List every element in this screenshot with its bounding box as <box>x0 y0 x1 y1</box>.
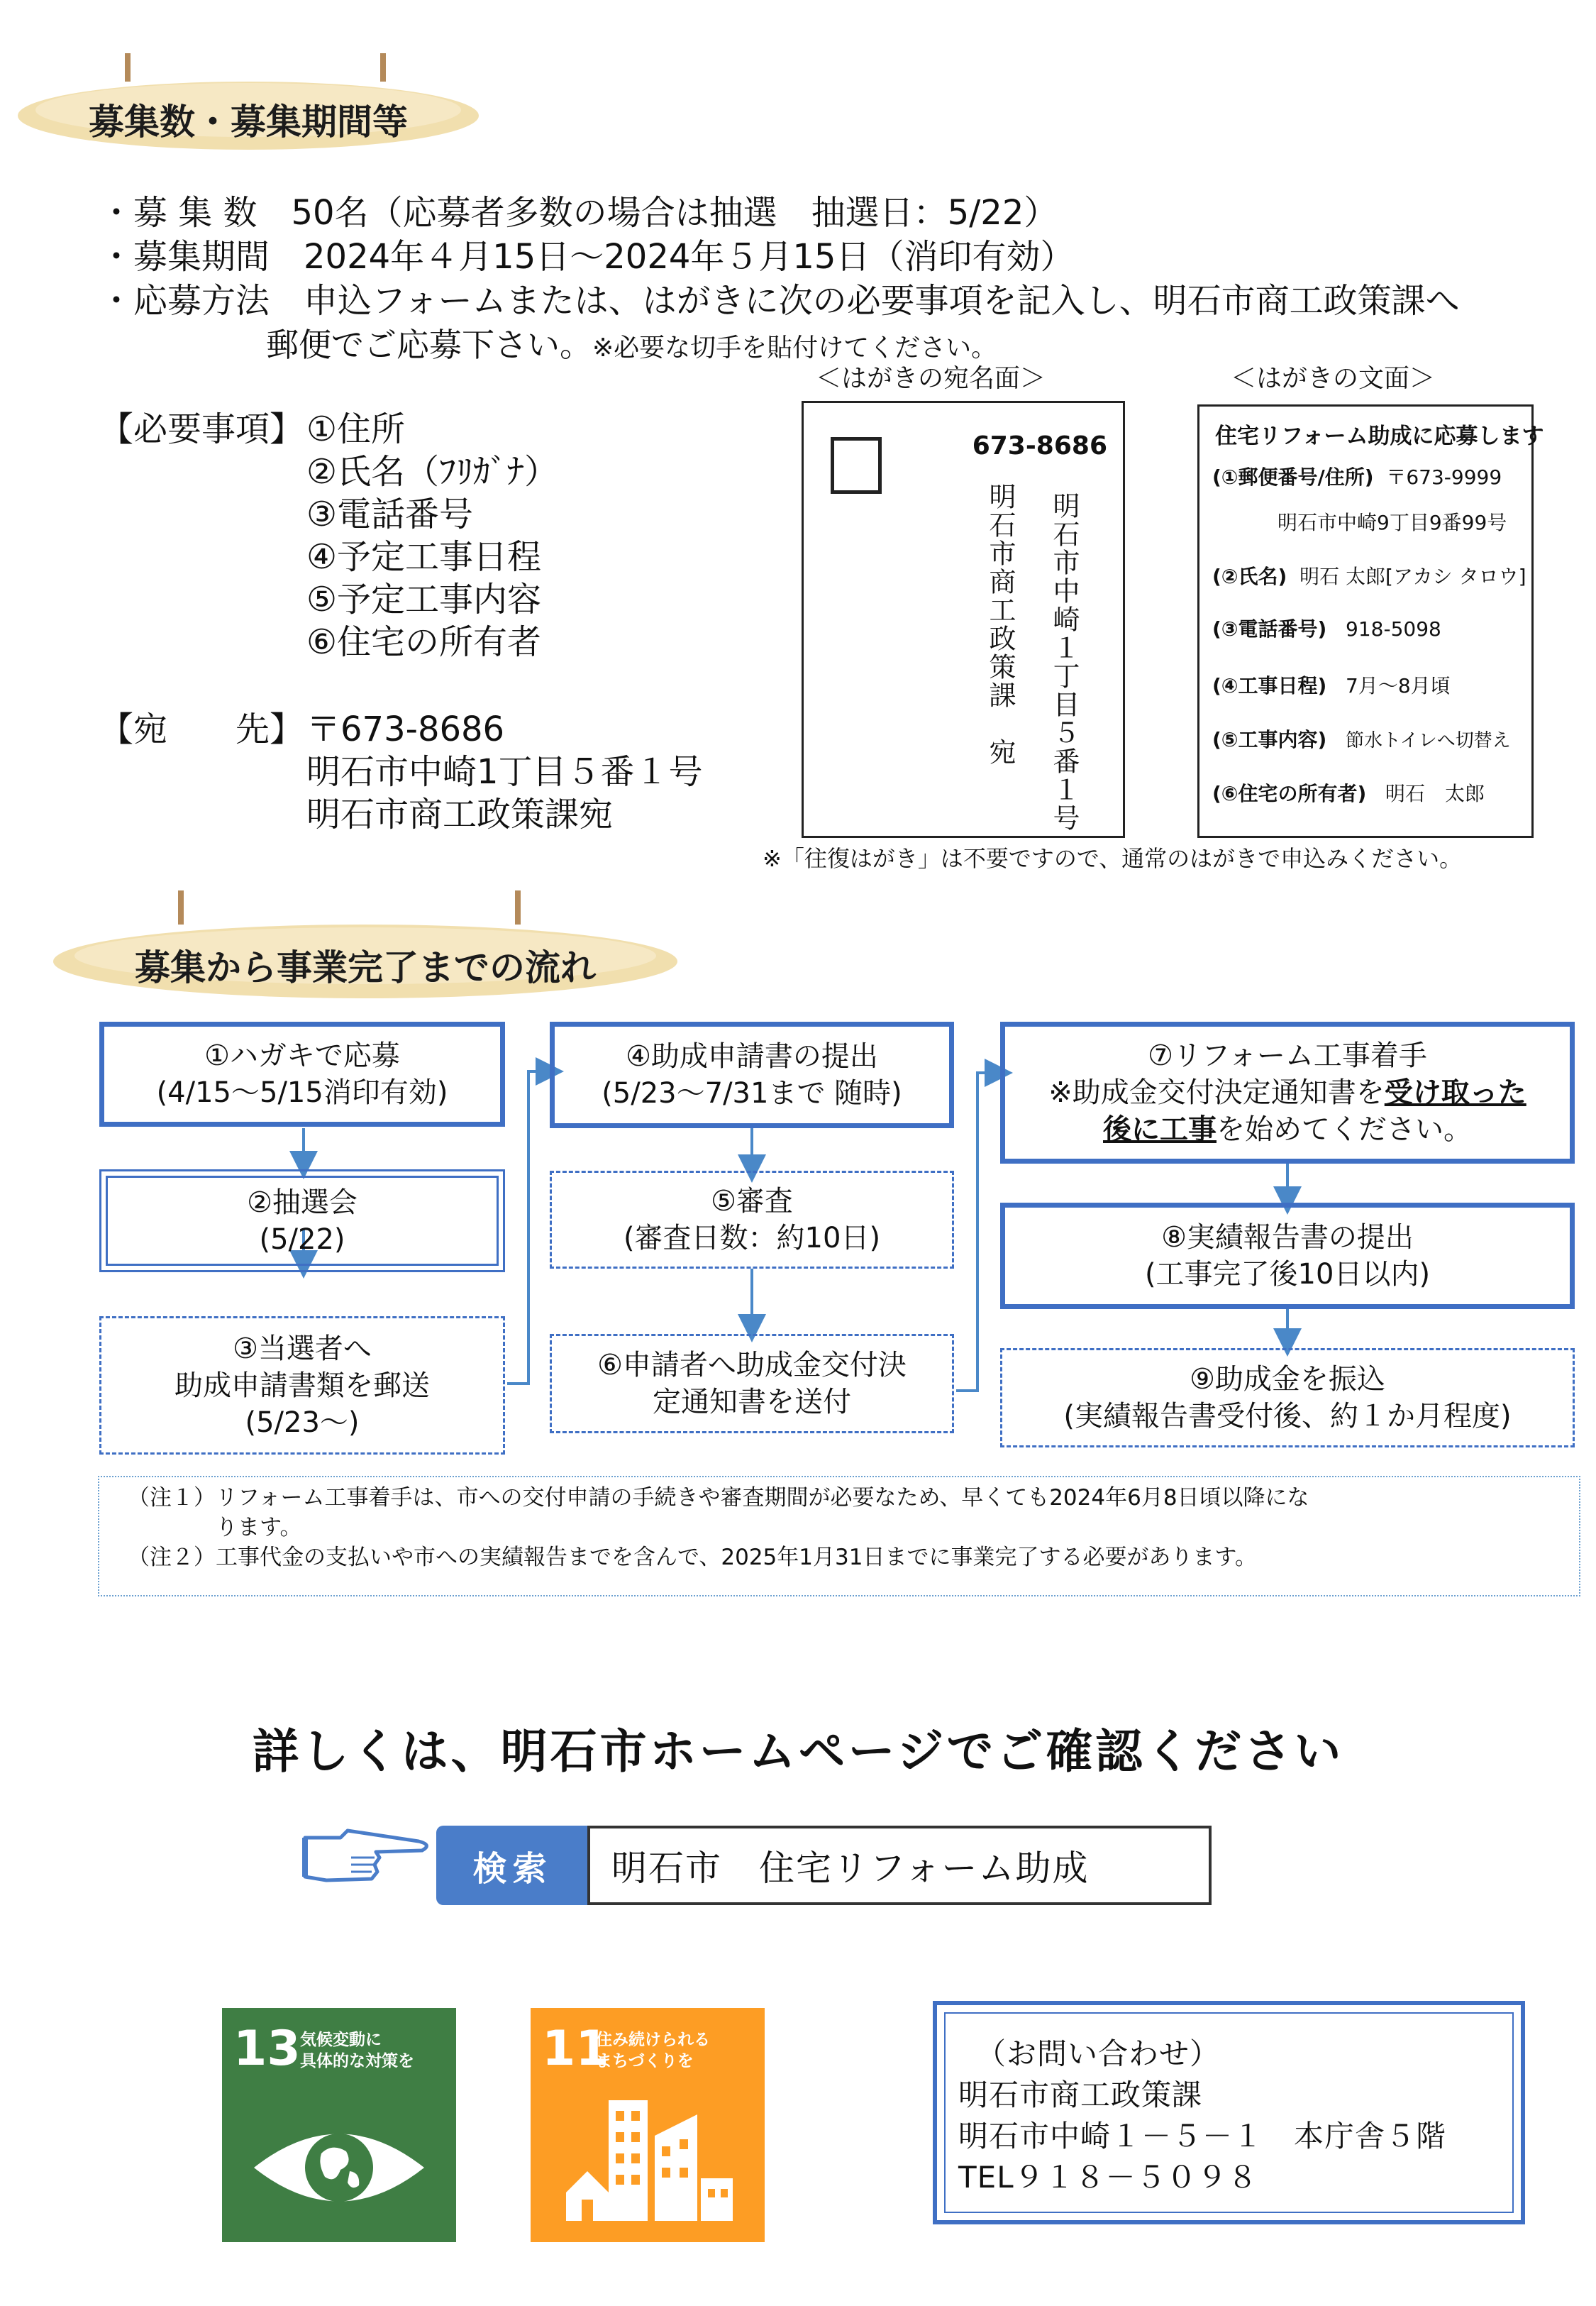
step-warning <box>1048 1074 1526 1111</box>
step-title: ②抽選会 <box>247 1186 358 1219</box>
row-value: 明石市中崎9丁目9番99号 <box>1278 511 1507 534</box>
row-label: (③電話番号) <box>1212 617 1327 641</box>
section-heading-flow <box>50 890 681 1008</box>
postcard-row <box>1212 614 1441 642</box>
destination-line: 〒673-8686 <box>306 710 505 749</box>
contact-text <box>958 2034 1446 2198</box>
required-item: ①住所 <box>306 409 406 449</box>
row-label: (②氏名) <box>1212 565 1287 588</box>
required-item: ⑥住宅の所有者 <box>306 622 542 662</box>
required-label: 【必要事項】 <box>99 409 304 449</box>
sdg-number: 13 <box>233 2021 301 2077</box>
sdg-goal-text <box>300 2029 414 2072</box>
info-line-method: ・応募方法 申込フォームまたは、はがきに次の必要事項を記入し、明石市商工政策課へ <box>99 281 1460 321</box>
step-detail: ※助成金交付決定通知書を <box>1048 1076 1385 1109</box>
flow-step-1 <box>99 1022 505 1127</box>
step-title: ⑧実績報告書の提出 <box>1161 1221 1414 1254</box>
step-detail: を始めてください。 <box>1217 1113 1472 1146</box>
row-value: 918-5098 <box>1346 617 1441 641</box>
required-item: ④予定工事日程 <box>306 537 542 577</box>
postcard-row <box>1278 507 1507 536</box>
postcard-note: ※「往復はがき」は不要ですので、通常のはがきで申込みください。 <box>763 845 1463 872</box>
row-label: (④工事日程) <box>1212 674 1327 697</box>
search-button[interactable]: 検索 <box>436 1826 589 1905</box>
required-item: ②氏名（ﾌﾘｶﾞﾅ） <box>306 452 559 492</box>
method-main-text: 郵便でご応募下さい。 <box>266 326 592 364</box>
info-line-period: ・募集期間 2024年４月15日～2024年５月15日（消印有効） <box>99 237 1075 277</box>
required-item: ③電話番号 <box>306 495 474 534</box>
buildings-icon <box>566 2093 736 2228</box>
postcard-back-caption: ＜はがきの文面＞ <box>1231 364 1436 393</box>
step-detail: (5/23～7/31まで 随時) <box>602 1077 902 1110</box>
eye-globe-icon <box>247 2114 431 2221</box>
postcard-front <box>802 401 1125 838</box>
row-value: 明石 太郎 <box>1385 782 1485 805</box>
pointing-hand-icon <box>298 1824 440 1887</box>
step-warning <box>1103 1111 1472 1148</box>
search-keyword-box[interactable]: 明石市 住宅リフォーム助成 <box>587 1826 1212 1905</box>
flow-step-5 <box>550 1171 954 1269</box>
sdg-goal-text <box>596 2029 710 2072</box>
destination-line: 明石市中崎1丁目５番１号 <box>306 752 703 792</box>
step-title: ③当選者へ <box>233 1332 372 1365</box>
step-emphasis: 後に工事 <box>1103 1113 1217 1146</box>
stamp-box <box>831 437 882 494</box>
step-detail: 定通知書を送付 <box>653 1386 851 1418</box>
required-item: ⑤予定工事内容 <box>306 580 542 619</box>
step-emphasis: 受け取った <box>1384 1076 1526 1109</box>
stamp-note: ※必要な切手を貼付けてください。 <box>592 333 997 363</box>
step-title: ④助成申請書の提出 <box>626 1040 878 1073</box>
vertical-recipient: 明石市商工政策課 宛 <box>985 482 1016 766</box>
section-title: 募集数・募集期間等 <box>89 101 408 143</box>
step-title: ⑦リフォーム工事着手 <box>1148 1039 1427 1072</box>
sdg-13-tile <box>222 2008 456 2242</box>
contact-box <box>933 2001 1525 2224</box>
destination-line: 明石市商工政策課宛 <box>306 795 614 834</box>
step-detail: (5/23～) <box>245 1406 360 1439</box>
sdg-text-line: まちづくりを <box>596 2052 694 2070</box>
postcard-row <box>1212 561 1526 590</box>
sdg-text-line: 住み続けられる <box>596 2031 710 2049</box>
info-line-count: ・募 集 数 50名（応募者多数の場合は抽選 抽選日：5/22） <box>99 193 1058 233</box>
destination-label: 【宛 先】 <box>99 710 304 749</box>
postcard-row <box>1212 724 1511 753</box>
flow-step-9 <box>1000 1348 1575 1447</box>
row-value: 〒673-9999 <box>1386 465 1502 489</box>
sdg-number: 11 <box>542 2021 609 2077</box>
postal-code: 673-8686 <box>972 431 1107 460</box>
vertical-address: 明石市中崎１丁目５番１号 <box>1048 492 1080 832</box>
step-detail: 助成申請書類を郵送 <box>174 1369 430 1402</box>
notes-box <box>98 1476 1580 1596</box>
postcard-back <box>1197 404 1544 838</box>
postcard-heading: 住宅リフォーム助成に応募します <box>1215 424 1544 449</box>
sdg-text-line: 具体的な対策を <box>300 2052 414 2070</box>
homepage-heading: 詳しくは、明石市ホームページでご確認ください <box>252 1724 1344 1779</box>
flow-step-8 <box>1000 1203 1575 1309</box>
contact-line: 明石市中崎１－５－１ 本庁舎５階 <box>958 2119 1447 2153</box>
row-label: (⑤工事内容) <box>1212 728 1327 751</box>
flow-step-4 <box>550 1022 954 1128</box>
step-title: ⑥申請者へ助成金交付決 <box>597 1349 907 1381</box>
required-items-list <box>306 408 558 663</box>
step-detail: (実績報告書受付後、約１か月程度) <box>1063 1400 1512 1433</box>
destination-address <box>306 708 703 836</box>
step-title: ⑨助成金を振込 <box>1190 1363 1385 1396</box>
flow-step-7 <box>1000 1022 1575 1164</box>
section-title: 募集から事業完了までの流れ <box>135 947 596 988</box>
postcard-row <box>1212 671 1451 699</box>
postcard-row <box>1212 778 1485 807</box>
sdg-text-line: 気候変動に <box>300 2031 382 2049</box>
step-detail: (審査日数：約10日) <box>623 1222 881 1254</box>
contact-line: 明石市商工政策課 <box>958 2078 1203 2112</box>
row-value: 節水トイレへ切替え <box>1346 730 1511 751</box>
step-detail: (工事完了後10日以内) <box>1144 1258 1431 1291</box>
flow-step-3 <box>99 1316 505 1455</box>
row-value: 明石 太郎[アカシ タロウ] <box>1299 565 1526 588</box>
step-title: ①ハガキで応募 <box>204 1039 400 1072</box>
postcard-row <box>1212 462 1502 490</box>
row-label: (⑥住宅の所有者) <box>1212 782 1367 805</box>
postcard-front-caption: ＜はがきの宛名面＞ <box>816 364 1046 393</box>
section-heading-recruitment <box>14 53 482 160</box>
contact-line: TEL９１８－５０９８ <box>958 2160 1258 2195</box>
row-label: (①郵便番号/住所) <box>1212 465 1374 489</box>
step-title: ⑤審査 <box>711 1185 793 1218</box>
step-detail: (4/15～5/15消印有効) <box>156 1076 448 1109</box>
note-line: （注２）工事代金の支払いや市への実績報告までを含んで、2025年1月31日までに事業完了する必要があります。 <box>128 1545 1257 1570</box>
flow-step-6 <box>550 1334 954 1433</box>
row-value: 7月～8月頃 <box>1346 674 1451 697</box>
note-line: （注１）リフォーム工事着手は、市への交付申請の手続きや審査期間が必要なため、早くても2024年6月8日頃以降にな <box>128 1485 1309 1511</box>
flow-step-2 <box>99 1169 505 1272</box>
note-line: ります。 <box>128 1515 302 1540</box>
sdg-11-tile <box>531 2008 765 2242</box>
contact-line: （お問い合わせ） <box>976 2036 1221 2071</box>
step-detail: (5/22) <box>259 1223 345 1256</box>
